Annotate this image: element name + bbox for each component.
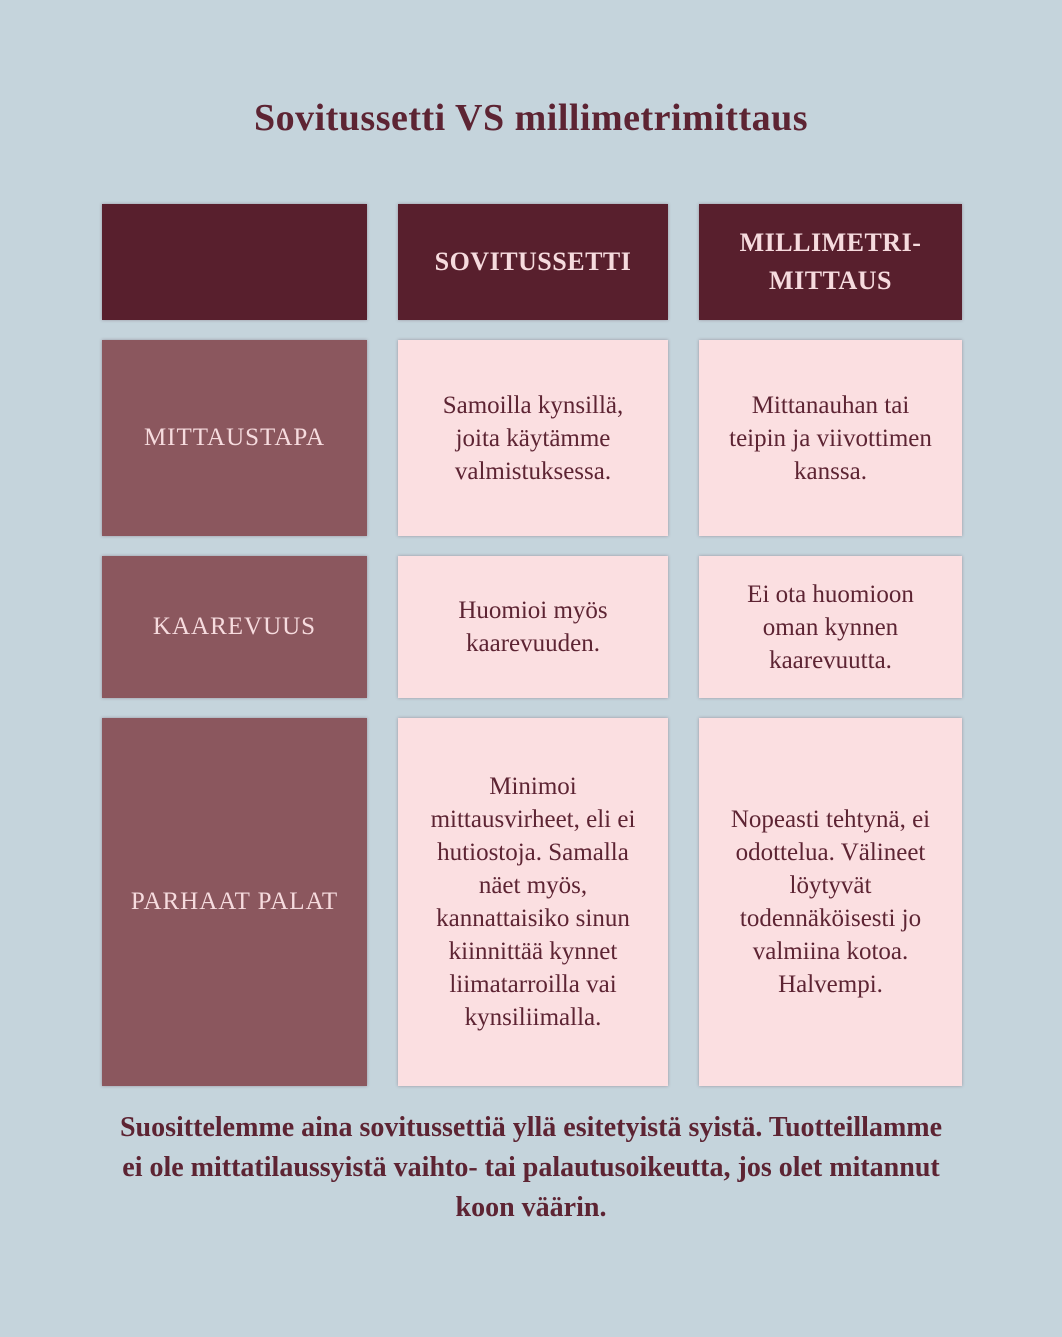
cell-parhaat-palat-millimetrimittaus: Nopeasti tehtynä, ei odottelua. Välineet löytyvät todennäköisesti jo valmiina kotoa. Halvempi. [699,718,962,1086]
cell-mittaustapa-millimetrimittaus: Mittanauhan tai teipin ja viivottimen kanssa. [699,340,962,536]
row-label-kaarevuus: KAAREVUUS [102,556,367,698]
cell-parhaat-palat-sovitussetti: Minimoi mittausvirheet, eli ei hutiostoja. Samalla näet myös, kannattaisiko sinun kiinnittää kynnet liimatarroilla vai kynsiliimalla. [398,718,668,1086]
comparison-table [102,204,962,1086]
cell-kaarevuus-millimetrimittaus: Ei ota huomioon oman kynnen kaarevuutta. [699,556,962,698]
page-title: Sovitussetti VS millimetrimittaus [253,97,809,139]
header-cell-millimetrimittaus: MILLIMETRI-MITTAUS [699,204,962,320]
row-label-parhaat-palat: PARHAAT PALAT [102,718,367,1086]
header-corner-cell [102,204,367,320]
row-label-mittaustapa: MITTAUSTAPA [102,340,367,536]
footer-note: Suosittelemme aina sovitussettiä yllä esitetyistä syistä. Tuotteillamme ei ole mittatilaussyistä vaihto- tai palautusoikeutta, jos olet mitannut koon väärin. [119,1112,943,1223]
cell-mittaustapa-sovitussetti: Samoilla kynsillä, joita käytämme valmistuksessa. [398,340,668,536]
header-cell-sovitussetti: SOVITUSSETTI [398,204,668,320]
cell-kaarevuus-sovitussetti: Huomioi myös kaarevuuden. [398,556,668,698]
